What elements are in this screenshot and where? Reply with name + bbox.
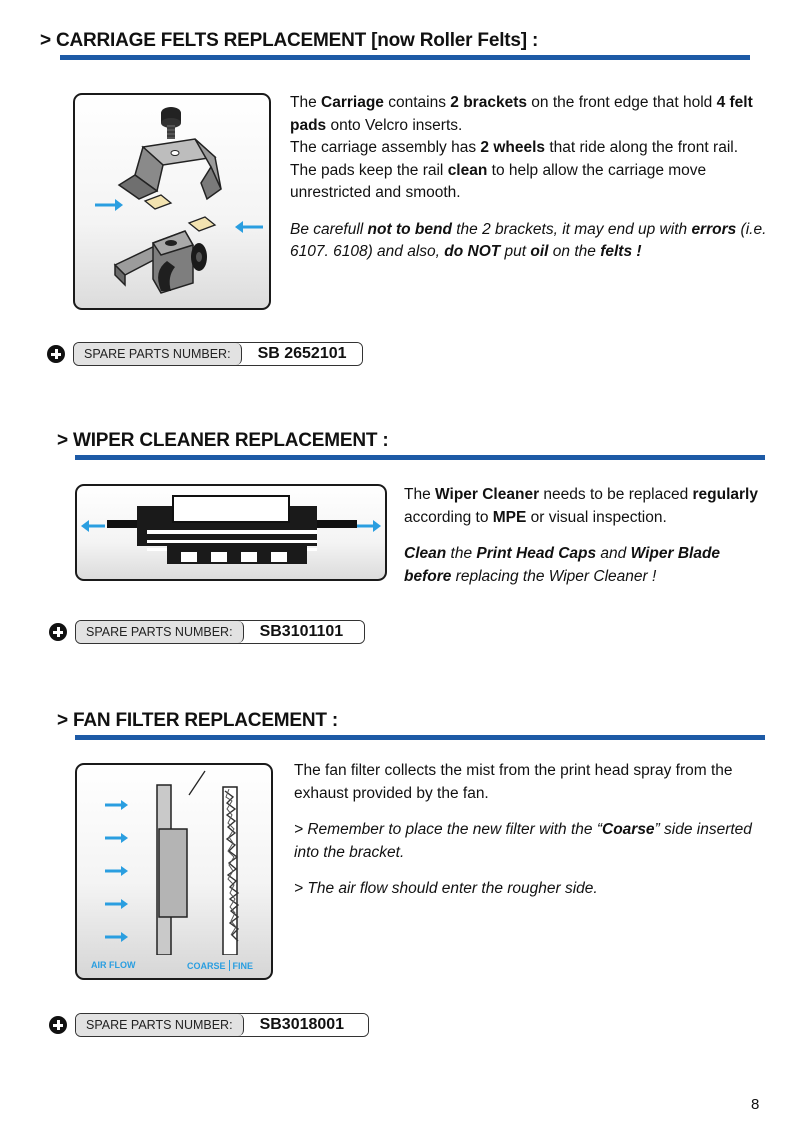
carriage-figure — [73, 93, 271, 310]
spare-parts-number: SB 2652101 — [242, 343, 362, 365]
arrow-right-icon — [357, 520, 381, 532]
filter-media-icon — [223, 787, 238, 955]
arrow-right-icon — [95, 199, 123, 211]
spare-parts-carriage — [47, 341, 363, 367]
arrow-left-icon — [235, 221, 263, 233]
fine-label: FINE — [232, 960, 254, 971]
carriage-warning: Be carefull not to bend the 2 brackets, it may end up with errors (i.e. 6107. 6108) and also, do NOT put oil on the felts ! — [290, 220, 767, 260]
spare-parts-wiper — [49, 619, 365, 645]
heading-underline — [75, 455, 765, 460]
coarse-label: COARSE — [187, 960, 226, 971]
spare-parts-label: SPARE PARTS NUMBER: — [76, 621, 244, 643]
spare-parts-number: SB3018001 — [244, 1014, 368, 1036]
section-heading-carriage: > CARRIAGE FELTS REPLACEMENT [now Roller Felts] : — [40, 30, 539, 51]
carriage-body-icon — [115, 231, 207, 293]
page-number: 8 — [751, 1096, 760, 1113]
plus-circle-icon — [49, 1016, 67, 1034]
heading-underline — [60, 55, 750, 60]
arrow-right-icon — [105, 800, 128, 942]
wiper-description: The Wiper Cleaner needs to be replaced regularly according to MPE or visual inspection. Clean the Print Head Caps and Wiper Blade before replacing the Wiper Cleaner ! — [404, 486, 758, 585]
wiper-figure — [75, 484, 387, 581]
plus-circle-icon — [49, 623, 67, 641]
bracket-icon — [157, 785, 187, 955]
plus-circle-icon — [47, 345, 65, 363]
spare-parts-label: SPARE PARTS NUMBER: — [76, 1014, 244, 1036]
divider — [229, 960, 230, 971]
felt-pad-icon — [189, 217, 215, 231]
section-heading-wiper: > WIPER CLEANER REPLACEMENT : — [57, 430, 389, 451]
fan-filter-figure — [75, 763, 273, 980]
coarse-fine-label — [187, 960, 253, 971]
fan-filter-illustration — [77, 765, 271, 955]
spare-parts-fan-filter — [49, 1012, 369, 1038]
air-flow-label: AIR FLOW — [91, 960, 136, 970]
carriage-illustration — [75, 95, 269, 308]
spare-parts-label: SPARE PARTS NUMBER: — [74, 343, 242, 365]
wiper-illustration — [77, 486, 385, 579]
fan-filter-description: The fan filter collects the mist from the print head spray from the exhaust provided by the fan. > Remember to place the new filter with the “Coarse” side inserted into the bracket. > The air flow should enter the rougher side. — [294, 762, 752, 897]
screw-icon — [161, 107, 181, 139]
bracket-icon — [119, 139, 221, 199]
wiper-cleaner-icon — [173, 496, 289, 522]
heading-underline — [75, 735, 765, 740]
arrow-left-icon — [81, 520, 105, 532]
section-heading-fan-filter: > FAN FILTER REPLACEMENT : — [57, 710, 339, 731]
spare-parts-number: SB3101101 — [244, 621, 364, 643]
carriage-description: The Carriage contains 2 brackets on the front edge that hold 4 felt pads onto Velcro inserts. The carriage assembly has 2 wheels that ride along the front rail. The pads keep the rail clean to help allow the carriage move unrestricted and smooth. Be carefull not to bend the 2 brackets, it may end up with errors (i.e. 6107. 6108) and also, do NOT put oil on the felts ! — [290, 92, 768, 264]
felt-pad-icon — [145, 195, 171, 209]
